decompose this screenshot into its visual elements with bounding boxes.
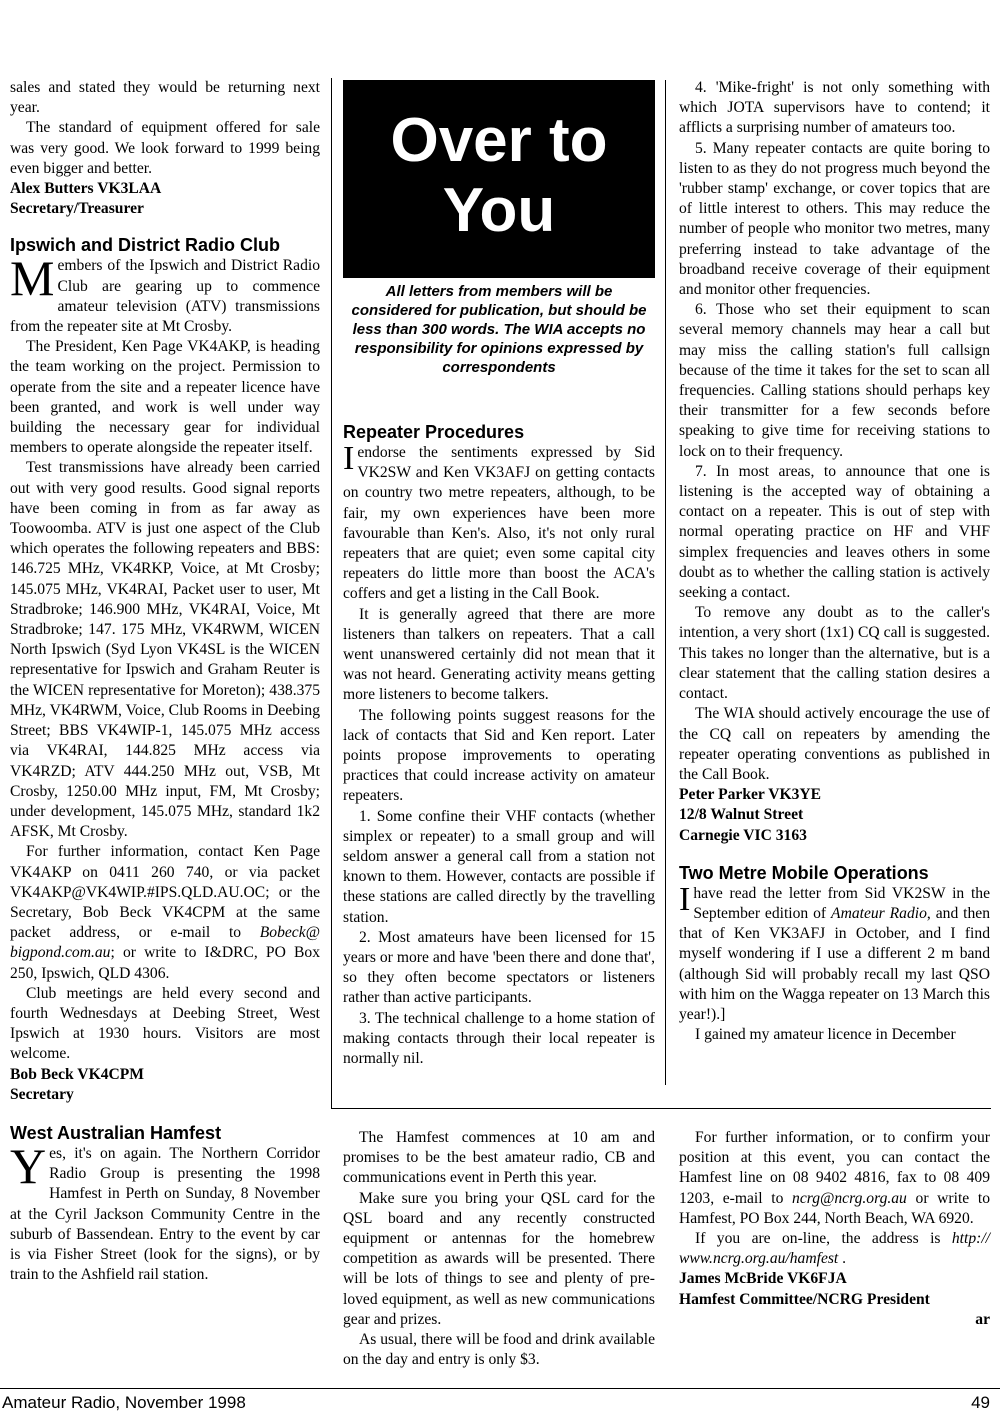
signature-address: 12/8 Walnut Street [679, 806, 804, 824]
email-link: ncrg@ncrg.org.au [792, 1189, 907, 1207]
paragraph: 4. 'Mike-fright' is not only something with which JOTA supervisors have to contend; it afflicts a surprising number of amateurs too. [679, 79, 990, 137]
paragraph: If you are on-line, the address is http:// www.ncrg.org.au/hamfest . [679, 1230, 990, 1268]
signature-name: Alex Butters VK3LAA [10, 180, 162, 198]
paragraph: 1. Some confine their VHF contacts (whether simplex or repeater) to a small group and will seldom answer a general call from a station not known to them. However, contacts are possible if these stations are called directly by the travelling station. [343, 807, 655, 926]
paragraph: Ihave read the letter from Sid VK2SW in the September edition of Amateur Radio, and then that of Ken VK3AFJ in October, and I find myself wondering if I use a different 2 m band (although Sid will probably recall my last QSO with him on the Wagga repeater on 13 March this year!).] [679, 880, 991, 1023]
column-middle [343, 422, 655, 1069]
signature-title: Hamfest Committee/NCRG President [679, 1290, 930, 1308]
paragraph: 6. Those who set their equipment to scan several memory channels may hear a call but may miss the calling station's full callsign because of the time it takes for the set to scan all frequencies. Calling stations should perhaps key their transmitter for a few seconds before speaking to give time for receiving stations to lock on to their frequency. [679, 301, 990, 460]
paragraph: For further information, or to confirm your position at this event, you can contact the Hamfest line on 08 9402 4816, fax to 08 409 1203, e-mail to ncrg@ncrg.org.au or write to Hamfest, PO Box 244, North Beach, WA 6920. [679, 1129, 990, 1227]
column-divider [665, 80, 666, 1085]
paragraph: 5. Many repeater contacts are quite boring to listen to as they do not progress much beyond the 'rubber stamp' exchange, or cover topics that are of little interest to others. This may reduce the number of people who monitor two metres, many preferring instead to take advantage of the broadband receive coverage of their equipment and monitor other frequencies. [679, 139, 990, 299]
drop-cap: Y [10, 1137, 47, 1194]
section-heading: Ipswich and District Radio Club [10, 235, 281, 256]
paragraph: Club meetings are held every second and fourth Wednesdays at Deebing Street, West Ipswich at 1930 hours. Visitors are most welcome. [10, 984, 320, 1063]
column-left [10, 78, 320, 1285]
column-divider [331, 78, 332, 1108]
section-divider [331, 1108, 991, 1109]
signature-title: Secretary [10, 1085, 74, 1103]
paragraph: Make sure you bring your QSL card for the QSL board and any recently constructed equipment or antennas for the homebrew competition as awards will be presented. There will be lots of things to see and plenty of pre-loved equipment, as well as new communications gear and prizes. [343, 1189, 655, 1328]
section-heading: Two Metre Mobile Operations [679, 862, 929, 883]
signature-address: Carnegie VIC 3163 [679, 826, 807, 844]
paragraph: The President, Ken Page VK4AKP, is heading the team working on the project. Permission to operate from the site and a repeater licence have been granted, and work is well under way building the necessary gear for individual members to operate alongside the repeater itself. [10, 338, 320, 457]
paragraph: To remove any doubt as to the caller's intention, a very short (1x1) CQ call is suggested. This takes no longer than the alternative, but is a clear statement that the calling station desires a contact. [679, 604, 990, 703]
paragraph: sales and stated they would be returning next year. [10, 79, 320, 117]
paragraph: 3. The technical challenge to a home station of making contacts through their local repeater is normally nil. [343, 1009, 655, 1068]
banner-line: Over to [390, 106, 608, 175]
column-middle-lower [343, 1128, 655, 1370]
drop-cap: I [679, 880, 691, 918]
drop-cap: I [343, 440, 355, 477]
end-mark: ar [975, 1310, 990, 1328]
footer-publication: Amateur Radio, November 1998 [2, 1393, 246, 1412]
banner-line: You [442, 176, 556, 245]
signature-title: Secretary/Treasurer [10, 200, 144, 218]
drop-cap: M [10, 250, 55, 307]
paragraph: The standard of equipment offered for sale was very good. We look forward to 1999 being even bigger and better. [10, 119, 320, 177]
paragraph: As usual, there will be food and drink available on the day and entry is only $3. [343, 1331, 655, 1369]
section-heading: West Australian Hamfest [10, 1122, 222, 1143]
paragraph: The following points suggest reasons for the lack of contacts that Sid and Ken report. Later points propose improvements to operating practices that could increase activity on amateur repeaters. [343, 706, 655, 805]
paragraph: The WIA should actively encourage the use of the CQ call on repeaters by amending the repeater operating conventions as published in the Call Book. [679, 705, 990, 783]
paragraph: embers of the Ipswich and District Radio Club are gearing up to commence amateur television (ATV) transmissions from the repeater site at Mt Crosby. [10, 257, 320, 336]
paragraph: It is generally agreed that there are more listeners than talkers on repeaters. That a call went unanswered certainly did not mean that it was not heard. Generating activity means getting more listeners to become talkers. [343, 605, 655, 704]
footer-rule [0, 1388, 1000, 1389]
paragraph: 7. In most areas, to announce that one is listening is the accepted way of obtaining a contact on a repeater. This is out of step with normal operating practice on HF and VHF simplex frequencies and leaves others in some doubt as to whether the calling station is actively seeking a contact. [679, 462, 990, 602]
paragraph: Test transmissions have already been carried out with very good results. Good signal reports have been coming in from as far away as Toowoomba. ATV is just one aspect of the Club which operates the following repeaters and BBS: 146.725 MHz, VK4RKP, Voice, at Mt Crosby; 145.075 MHz, VK4RAI, Packet user to user, Mt Stradbroke; 146.900 MHz, VK4RAI, Voice, Mt Stradbroke; 147. 175 MHz, VK4RWM, WICEN North Ipswich (Syd Lyon VK4SL is the WICEN representative for Ipswich and Graham Reuter is the WICEN representative for Moreton); 438.375 MHz, VK4RWM, Voice, Club Rooms in Deebing Street; BBS VK4WIP-1, 145.075 MHz access via VK4RAI, 144.825 MHz access via VK4RZD; ATV 444.250 MHz out, VSB, Mt Crosby, 1250.00 MHz input, FM, Mt Crosby; under development, 145.075 MHz, standard 1k2 AFSK, Mt Crosby. [10, 459, 320, 841]
email-link: Bobeck@ bigpond.com.au [10, 924, 320, 962]
signature-name: Peter Parker VK3YE [679, 786, 822, 804]
section-heading: Repeater Procedures [343, 422, 525, 442]
column-right [679, 78, 990, 1045]
paragraph: endorse the sentiments expressed by Sid VK2SW and Ken VK3AFJ on getting contacts on country two metre repeaters, although, to be fair, my own experiences have been more favourable than Ken's. Also, it's not only rural repeaters that are quiet; even some capital city repeaters do little more than boost the ACA's coffers and get a listing in the Call Book. [343, 444, 655, 603]
paragraph: 2. Most amateurs have been licensed for 15 years or more and have 'been there and done that', so they often become spectators or listeners rather than active participants. [343, 928, 655, 1007]
signature-name: Bob Beck VK4CPM [10, 1065, 144, 1083]
paragraph: es, it's on again. The Northern Corridor Radio Group is presenting the 1998 Hamfest in Perth on Sunday, 8 November at the Cyril Jackson Community Centre in the suburb of Bassendean. Entry to the event by car is via Fisher Street (look for the signs), or by train to the Ashfield rail station. [10, 1144, 320, 1284]
signature-name: James McBride VK6FJA [679, 1270, 847, 1288]
editorial-note: All letters from members will be considered for publication, but should be less than 300 words. The WIA accepts no responsibility for opinions expressed by correspondents [351, 283, 647, 376]
paragraph: I gained my amateur licence in December [695, 1026, 956, 1044]
column-right-lower [679, 1128, 990, 1330]
web-link: http:// www.ncrg.org.au/hamfest [679, 1230, 990, 1268]
paragraph: The Hamfest commences at 10 am and promises to be the best amateur radio, CB and communications event in Perth this year. [343, 1129, 655, 1187]
page-number: 49 [971, 1393, 990, 1412]
paragraph: For further information, contact Ken Page VK4AKP on 0411 260 740, or via packet VK4AKP@VK4WIP.#IPS.QLD.AU.OC; or the Secretary, Bob Beck VK4CPM at the same packet address, or e-mail to Bobeck@ bigpond.com.au; or write to I&DRC, PO Box 250, Ipswich, QLD 4306. [10, 843, 320, 982]
over-to-you-banner [343, 80, 655, 278]
